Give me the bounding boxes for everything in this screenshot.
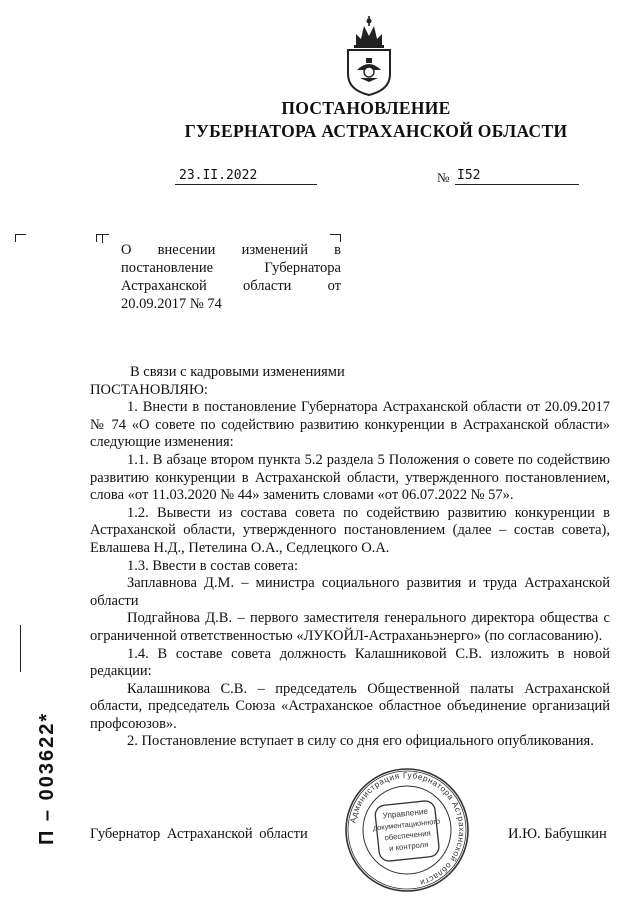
- stamp-line: обеспечения: [383, 828, 432, 843]
- paragraph: 1.3. Ввести в состав совета:: [127, 557, 298, 574]
- paragraph: 1.1. В абзаце втором пункта 5.2 раздела 5 Положения о совете по содействию развитию конкуренции в Астраханской области, утвержденного постановлением, слова «от 11.03.2020 № 44» заменить словами «от 06.07.2022 № 57».: [90, 451, 610, 504]
- corner-mark: [96, 234, 103, 243]
- coat-of-arms-icon: [342, 12, 396, 96]
- corner-mark: [15, 234, 26, 242]
- paragraph: Калашникова С.В. – председатель Общественной палаты Астраханской области, председатель Союза «Астраханское областное объединение организаций профсоюзов».: [90, 680, 610, 732]
- paragraph: 1. Внести в постановление Губернатора Астраханской области от 20.09.2017 № 74 «О совете по содействию развитию конкуренции в Астраханской области» следующие изменения:: [90, 399, 610, 451]
- document-body: [90, 364, 610, 751]
- resolve-word: ПОСТАНОВЛЯЮ:: [90, 381, 208, 398]
- margin-line: [20, 625, 21, 672]
- document-number: I52: [455, 168, 579, 185]
- paragraph: 2. Постановление вступает в силу со дня его официального опубликования.: [127, 733, 594, 750]
- paragraph: Заплавнова Д.М. – министра социального развития и труда Астраханской области: [90, 575, 610, 609]
- serial-number: П – 003622*: [36, 711, 58, 845]
- stamp-line: Управление: [382, 806, 429, 821]
- signatory-name: И.Ю. Бабушкин: [508, 826, 607, 842]
- svg-text:Администрация Губернатора Астр: [348, 771, 466, 887]
- official-stamp: [344, 767, 470, 893]
- document-subject: О внесении изменений в постановление Губернатора Астраханской области от 20.09.2017 № 74: [121, 242, 341, 312]
- number-label: №: [437, 170, 450, 185]
- stamp-line: и контроля: [388, 839, 429, 853]
- paragraph: 1.4. В составе совета должность Калашниковой С.В. изложить в новой редакции:: [90, 645, 610, 680]
- signatory-role: Губернатор Астраханской области: [90, 826, 308, 842]
- issuer-heading: ГУБЕРНАТОРА АСТРАХАНСКОЙ ОБЛАСТИ: [184, 121, 568, 141]
- paragraph: Подгайнова Д.В. – первого заместителя генерального директора общества с ограниченной ответственностью «ЛУКОЙЛ-Астраханьэнерго» (по согласованию).: [90, 610, 610, 644]
- stamp-ring-text: Администрация Губернатора Астраханской области: [348, 770, 467, 888]
- document-type-heading: ПОСТАНОВЛЕНИЕ: [281, 98, 451, 118]
- paragraph: 1.2. Вывести из состава совета по содействию развитию конкуренции в Астраханской области, утвержденного постановлением (далее – состав совета), Евлашева Н.Д., Петелина О.А., Седлецкого О.А.: [90, 504, 610, 556]
- stamp-line: документационного: [372, 816, 441, 833]
- document-date: 23.II.2022: [175, 168, 317, 185]
- preamble: В связи с кадровыми изменениями: [130, 364, 345, 380]
